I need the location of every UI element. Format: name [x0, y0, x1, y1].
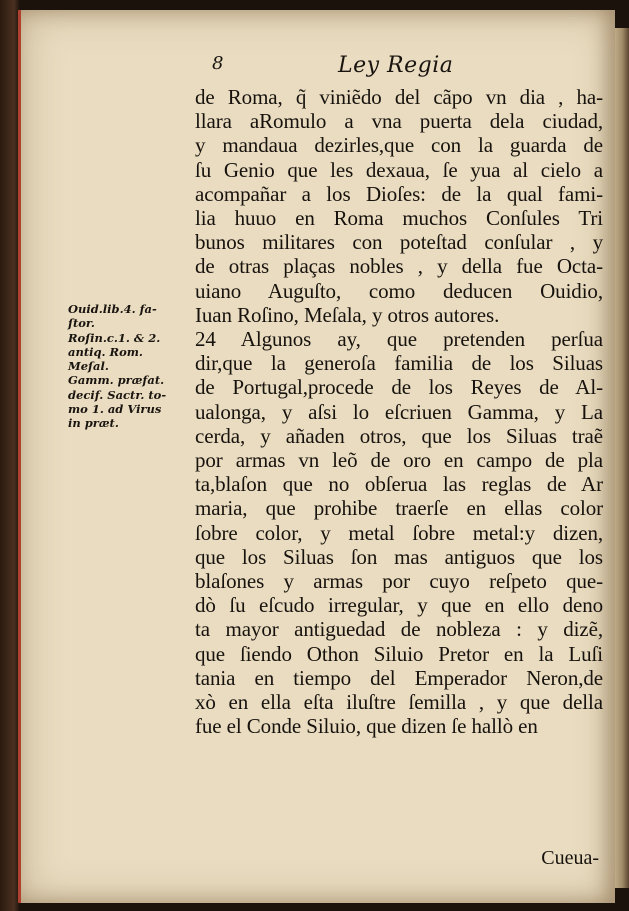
text-line: de otras plaças nobles , y della fue Octa- [195, 254, 603, 279]
text-line: fue el Conde Siluio, que dizen ſe hallò en [195, 714, 538, 739]
text-line: blaſones y armas por cuyo reſpeto que- [195, 569, 603, 594]
text-line: que los Siluas ſon mas antiguos que los [195, 544, 603, 569]
margin-note-line: antiq. Rom. [68, 344, 143, 359]
margin-note-line: decif. Sactr. to- [68, 387, 167, 402]
text-line: xò en ella eſta iluſtre ſemilla , y que della [195, 690, 603, 715]
margin-note-line: Roſin.c.1. & 2. [68, 330, 161, 345]
text-line: por armas vn leõ de oro en campo de pla [195, 448, 603, 473]
main-text-block [195, 85, 603, 738]
text-line: acompañar a los Dioſes: de la qual fami- [195, 181, 603, 206]
text-line: llara aRomulo a vna puerta dela ciudad, [195, 109, 603, 134]
margin-note-line: Ouid.lib.4. fa- [68, 302, 157, 316]
text-line: ta mayor antiguedad de nobleza : y dizẽ, [195, 617, 603, 642]
margin-note-line: Gamm. præfat. [68, 373, 165, 388]
text-line: cerda, y añaden otros, que los Siluas traẽ [195, 423, 603, 448]
text-line: maria, que prohibe traerſe en ellas color [195, 496, 603, 521]
text-line: ſu Genio que les dexaua, ſe yua al cielo a [195, 157, 603, 182]
margin-note-line: in præt. [68, 416, 119, 431]
margin-notes [68, 302, 198, 431]
text-line: de Portugal,procede de los Reyes de Al- [195, 375, 603, 400]
text-line: Iuan Roſino, Meſala, y otros autores. [195, 302, 500, 327]
margin-note-line: ſtor. [68, 316, 95, 331]
text-line: ſobre color, y metal ſobre metal:y dizen, [195, 520, 603, 545]
text-line: tania en tiempo del Emperador Neron,de [195, 665, 603, 690]
text-line: ualonga, y aſsi lo eſcriuen Gamma, y La [195, 399, 603, 424]
text-line: ta,blaſon que no obſerua las reglas de Ar [195, 472, 603, 497]
page-number: 8 [212, 53, 224, 74]
text-line: uiano Auguſto, como deducen Ouidio, [195, 278, 603, 303]
text-line: bunos militares con poteſtad conſular , y [195, 230, 603, 255]
text-line: de Roma, q̃ viniẽdo del cãpo vn dia , ha- [195, 85, 603, 109]
margin-note-line: mo 1. ad Virus [68, 402, 162, 417]
margin-note-line: Meſal. [68, 359, 109, 374]
text-line: dò ſu eſcudo irregular, y que en ello deno [195, 593, 603, 618]
text-line: dir,que la generoſa familia de los Siluas [195, 351, 603, 376]
running-title: Ley Regia [338, 53, 454, 78]
text-line: lia huuo en Roma muchos Conſules Tri [195, 206, 603, 231]
text-line: que ſiendo Othon Siluio Pretor en la Luſi [195, 641, 603, 666]
page-header [190, 53, 600, 83]
text-line: 24 Algunos ay, que pretenden perſua [195, 327, 603, 352]
catchword: Cueua- [541, 847, 599, 869]
text-line: y mandaua dezirles,que con la guarda de [195, 133, 603, 158]
